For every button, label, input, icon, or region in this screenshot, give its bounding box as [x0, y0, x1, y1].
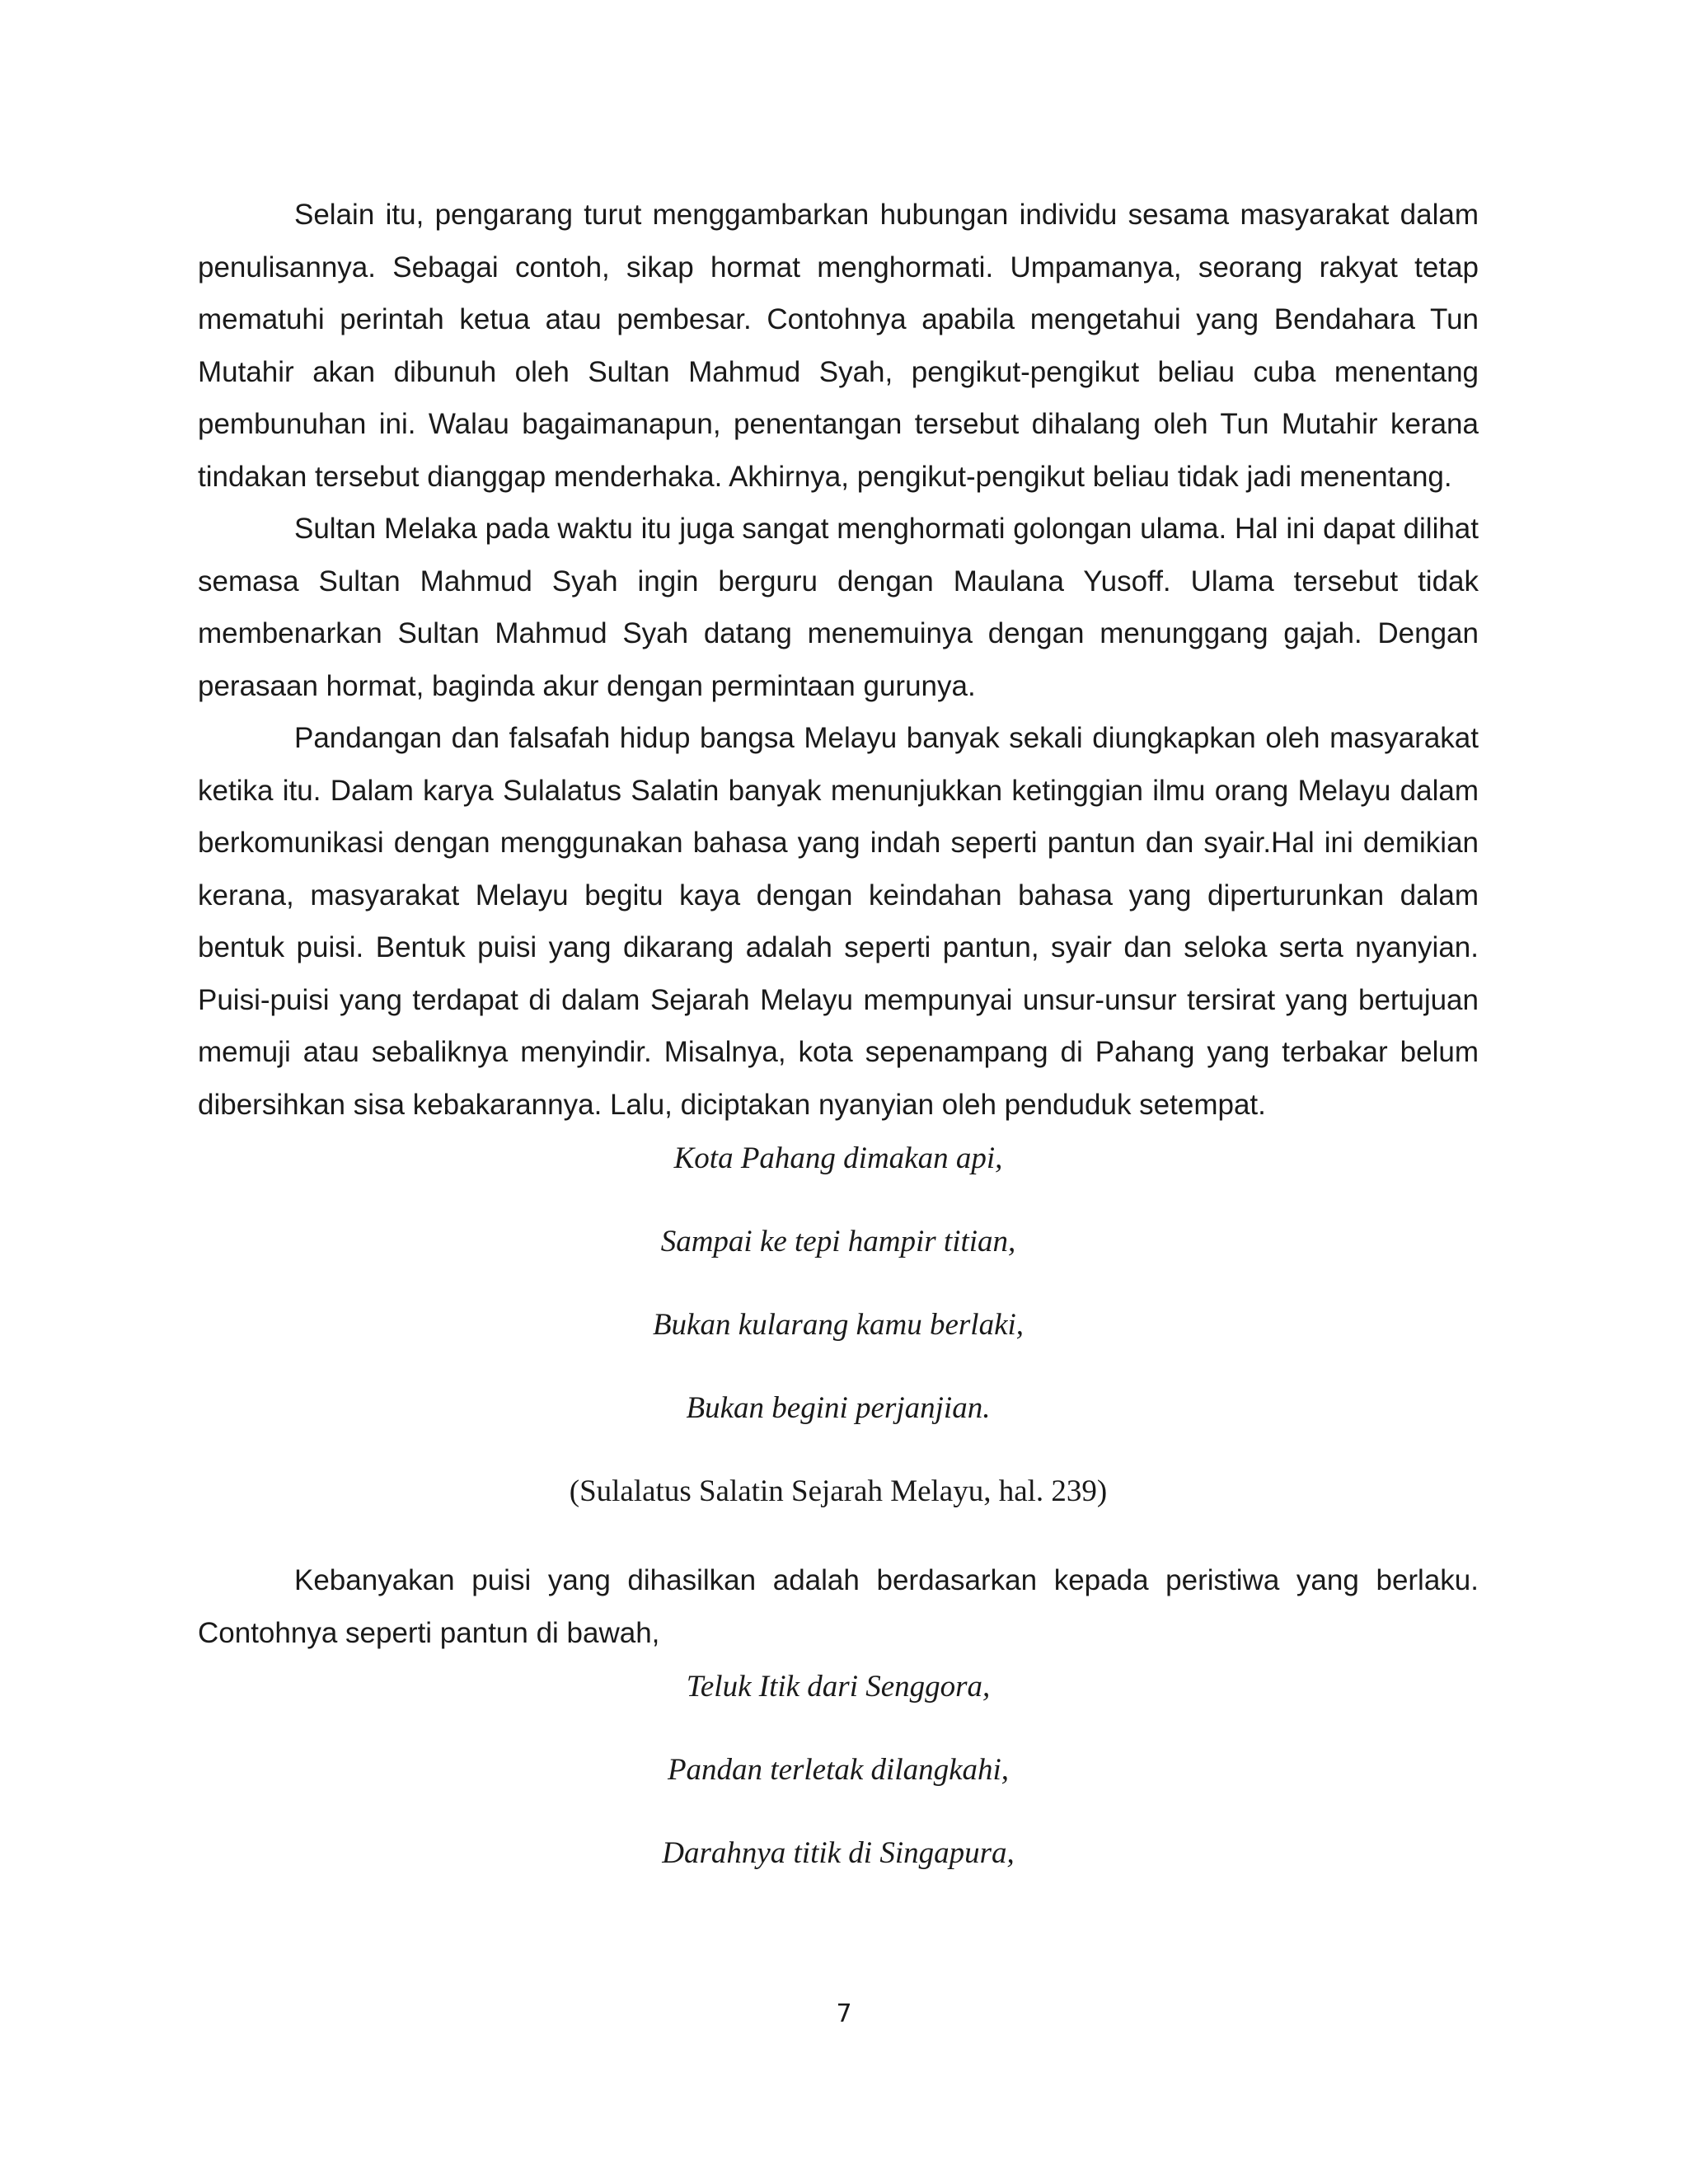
poem-line: Bukan kularang kamu berlaki, — [652, 1308, 1025, 1342]
page-number: 7 — [836, 1999, 852, 2028]
paragraph-3: Pandangan dan falsafah hidup bangsa Melayu banyak sekali diungkapkan oleh masyarakat ketika itu. Dalam karya Sulalatus Salatin banyak menunjukkan ketinggian ilmu orang Melayu dalam berkomunikasi dengan menggunakan bahasa yang indah seperti pantun dan syair.Hal ini demikian kerana, masyarakat Melayu begitu kaya dengan keindahan bahasa yang diperturunkan dalam bentuk puisi. Bentuk puisi yang dikarang adalah seperti pantun, syair dan seloka serta nyanyian. Puisi-puisi yang terdapat di dalam Sejarah Melayu mempunyai unsur-unsur tersirat yang bertujuan memuji atau sebaliknya menyindir. Misalnya, kota sepenampang di Pahang yang terbakar belum dibersihkan sisa kebakarannya. Lalu, diciptakan nyanyian oleh penduduk setempat. — [198, 722, 1479, 1121]
poem-line: Bukan begini perjanjian. — [686, 1391, 991, 1425]
poem-citation: (Sulalatus Salatin Sejarah Melayu, hal. 239) — [569, 1474, 1108, 1508]
paragraph-1: Selain itu, pengarang turut menggambarkan hubungan individu sesama masyarakat dalam penulisannya. Sebagai contoh, sikap hormat menghormati. Umpamanya, seorang rakyat tetap mematuhi perintah ketua atau pembesar. Contohnya apabila mengetahui yang Bendahara Tun Mutahir akan dibunuh oleh Sultan Mahmud Syah, pengikut-pengikut beliau cuba menentang pembunuhan ini. Walau bagaimanapun, penentangan tersebut dihalang oleh Tun Mutahir kerana tindakan tersebut dianggap menderhaka. Akhirnya, pengikut-pengikut beliau tidak jadi menentang. — [198, 199, 1479, 493]
paragraph-4: Kebanyakan puisi yang dihasilkan adalah berdasarkan kepada peristiwa yang berlaku. Contohnya seperti pantun di bawah, — [198, 1564, 1479, 1649]
poem-line: Darahnya titik di Singapura, — [662, 1836, 1015, 1870]
poem-line: Teluk Itik dari Senggora, — [686, 1670, 991, 1704]
page-content — [198, 189, 1479, 1910]
poem-line: Kota Pahang dimakan api, — [673, 1141, 1003, 1175]
poem-line: Pandan terletak dilangkahi, — [667, 1753, 1010, 1787]
poem-kota-pahang — [198, 1132, 1479, 1465]
poem-line: Sampai ke tepi hampir titian, — [660, 1225, 1016, 1258]
poem-teluk-itik — [198, 1661, 1479, 1910]
paragraph-2: Sultan Melaka pada waktu itu juga sangat menghormati golongan ulama. Hal ini dapat dilihat semasa Sultan Mahmud Syah ingin berguru dengan Maulana Yusoff. Ulama tersebut tidak membenarkan Sultan Mahmud Syah datang menemuinya dengan menunggang gajah. Dengan perasaan hormat, baginda akur dengan permintaan gurunya. — [198, 513, 1479, 702]
